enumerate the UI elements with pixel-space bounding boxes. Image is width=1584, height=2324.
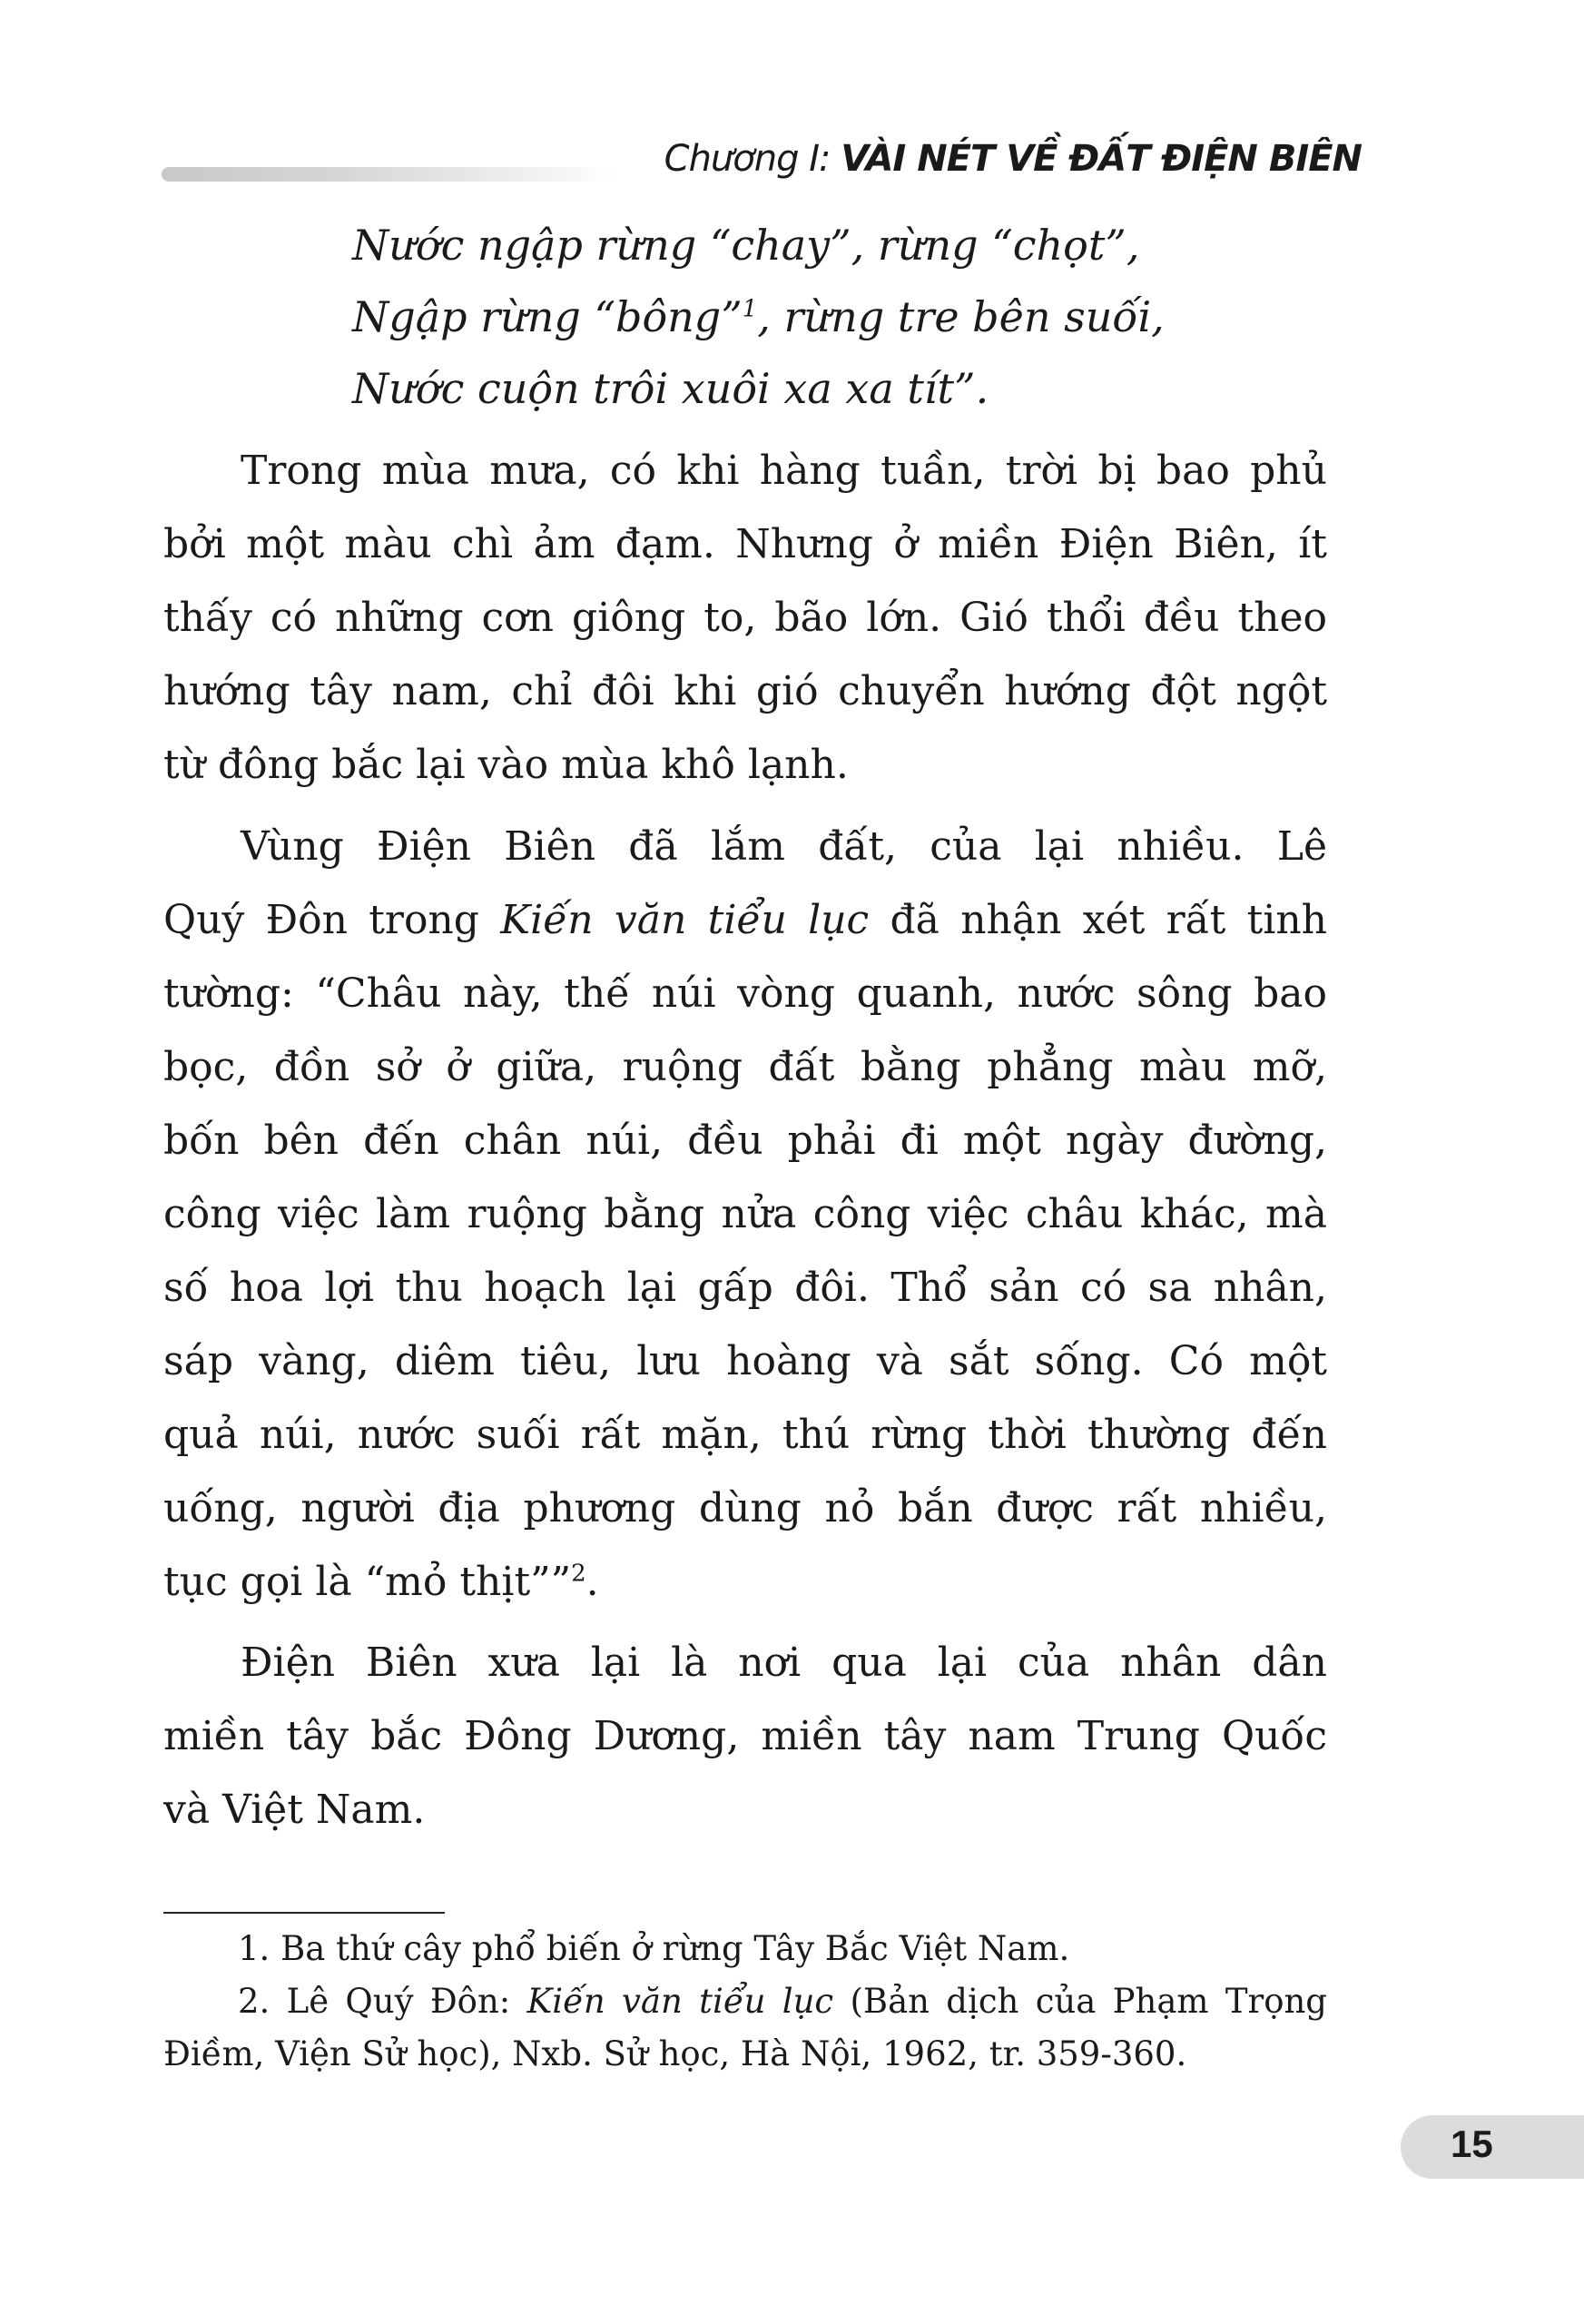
paragraph-line: tường: “Châu này, thế núi vòng quanh, nước sông bao [163, 970, 1327, 1017]
footnote-1: 1. Ba thứ cây phổ biến ở rừng Tây Bắc Việt Nam. [238, 1929, 1070, 1968]
paragraph-line: từ đông bắc lại vào mùa khô lạnh. [163, 742, 849, 788]
running-header [635, 138, 1362, 180]
paragraph-line: tục gọi là “mỏ thịt””$^2$. [163, 1559, 599, 1605]
paragraph-line: uống, người địa phương dùng nỏ bắn được rất nhiều, [163, 1485, 1327, 1531]
page-number-tab [1401, 2115, 1584, 2179]
paragraph-line: bốn bên đến chân núi, đều phải đi một ngày đường, [163, 1118, 1327, 1164]
paragraph-line: Quý Đôn trong Kiến văn tiểu lục đã nhận xét rất tinh [163, 897, 1327, 943]
page-number: 15 [1451, 2122, 1493, 2165]
chapter-title: VÀI NÉT VỀ ĐẤT ĐIỆN BIÊN [841, 138, 1362, 180]
paragraph-line: công việc làm ruộng bằng nửa công việc châu khác, mà [163, 1191, 1327, 1237]
paragraph-line: Điện Biên xưa lại là nơi qua lại của nhân dân [241, 1640, 1327, 1686]
paragraph-line: số hoa lợi thu hoạch lại gấp đôi. Thổ sản có sa nhân, [163, 1265, 1327, 1311]
paragraph-line: thấy có những cơn giông to, bão lớn. Gió thổi đều theo [163, 595, 1327, 641]
footnote-ref: 1 [742, 295, 758, 323]
paragraph-line: hướng tây nam, chỉ đôi khi gió chuyển hướng đột ngột [163, 668, 1327, 714]
footnote-ref: 2 [571, 1560, 586, 1588]
paragraph-line: miền tây bắc Đông Dương, miền tây nam Trung Quốc [163, 1713, 1327, 1759]
verse-line: Nước cuộn trôi xuôi xa xa tít”. [352, 364, 989, 413]
footnote-2-continued: Điềm, Viện Sử học), Nxb. Sử học, Hà Nội, 1962, tr. 359-360. [163, 2034, 1187, 2073]
paragraph-line: Vùng Điện Biên đã lắm đất, của lại nhiều. Lê [241, 823, 1327, 870]
verse-line: Nước ngập rừng “chay”, rừng “chọt”, [352, 221, 1140, 270]
footnote-separator [163, 1912, 445, 1914]
paragraph-line: bởi một màu chì ảm đạm. Nhưng ở miền Điện Biên, ít [163, 521, 1327, 567]
book-title: Kiến văn tiểu lục [500, 897, 870, 943]
paragraph-line: sáp vàng, diêm tiêu, lưu hoàng và sắt sống. Có một [163, 1338, 1327, 1384]
verse-line: Ngập rừng “bông”$^1$, rừng tre bên suối, [352, 292, 1165, 341]
chapter-prefix: Chương I: [664, 138, 841, 180]
paragraph-line: bọc, đồn sở ở giữa, ruộng đất bằng phẳng màu mỡ, [163, 1044, 1327, 1090]
book-title: Kiến văn tiểu lục [526, 1982, 834, 2021]
footnote-2: 2. Lê Quý Đôn: Kiến văn tiểu lục (Bản dịch của Phạm Trọng [238, 1982, 1327, 2021]
header-decorative-bar [162, 167, 615, 182]
paragraph-line: và Việt Nam. [163, 1787, 426, 1833]
paragraph-line: quả núi, nước suối rất mặn, thú rừng thời thường đến [163, 1412, 1327, 1458]
paragraph-line: Trong mùa mưa, có khi hàng tuần, trời bị bao phủ [241, 448, 1327, 494]
